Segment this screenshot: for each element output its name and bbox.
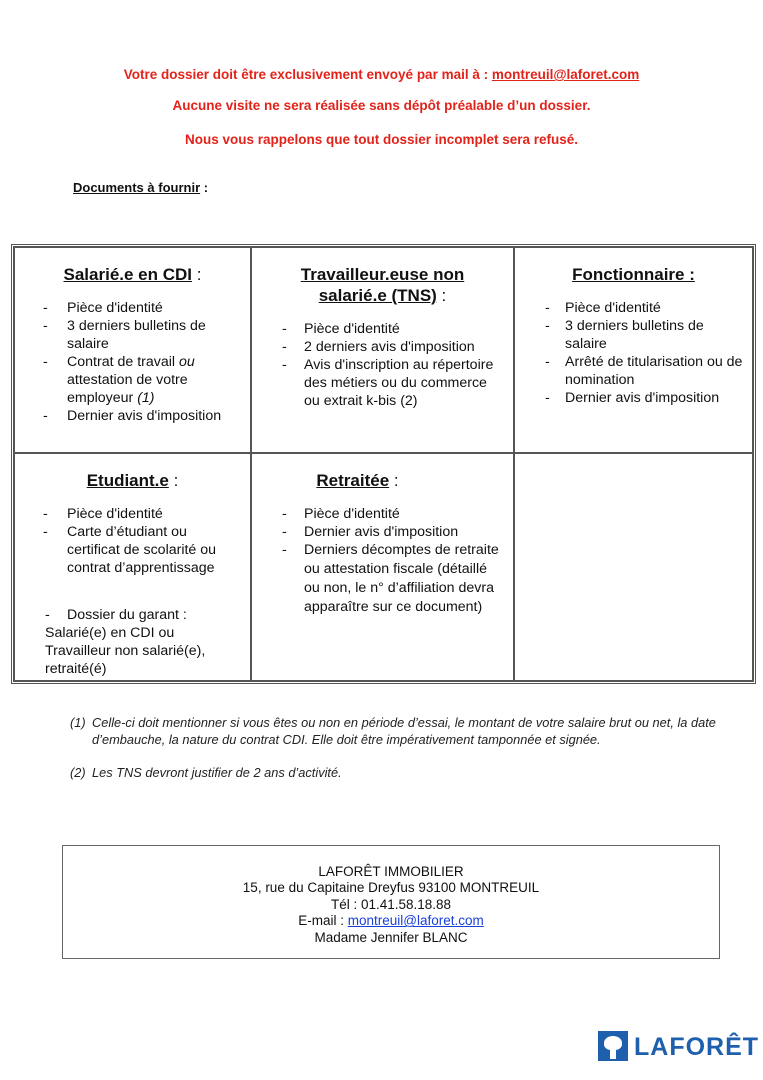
list-item: - Arrêté de titularisation ou de nomination [515, 353, 752, 389]
list-item: - 2 derniers avis d'imposition [252, 338, 513, 356]
list-item: - Derniers décomptes de retraite ou attestation fiscale (détaillé ou non, le n° d’affiliation devra apparaître sur ce document) [252, 541, 513, 617]
cell-cdi [14, 247, 251, 453]
tns-title: Travailleur.euse non salarié.e (TNS) : [300, 265, 465, 305]
fonctionnaire-title: Fonctionnaire : [572, 265, 695, 284]
retraite-title: Retraitée : [316, 471, 399, 490]
list-item: - Pièce d'identité [252, 320, 513, 338]
list-item: - Dernier avis d'imposition [15, 407, 250, 425]
list-item: - Dernier avis d'imposition [515, 389, 752, 407]
list-item: - 3 derniers bulletins de salaire [15, 317, 250, 353]
footnotes [70, 714, 720, 781]
cdi-title: Salarié.e en CDI : [63, 265, 202, 284]
etudiant-title: Etudiant.e : [86, 471, 179, 490]
cdi-list [15, 299, 250, 425]
cell-tns [251, 247, 514, 453]
guarantor-block [45, 606, 230, 678]
email-instruction [0, 67, 763, 82]
company-email: E-mail : montreuil@laforet.com [298, 913, 484, 929]
documents-title: Documents à fournir : [73, 180, 209, 195]
footnote-1: (1) Celle-ci doit mentionner si vous êtes ou non en période d’essai, le montant de votre salaire brut ou net, la date d’embauche, la nature du contrat CDI. Elle doit être impérativement tamponnée et signée. [70, 715, 716, 747]
list-item: - Avis d'inscription au répertoire des métiers ou du commerce ou extrait k-bis (2) [252, 356, 513, 410]
contact-box [62, 845, 720, 959]
cell-empty [514, 453, 753, 681]
list-item: - 3 derniers bulletins de salaire [515, 317, 752, 353]
incomplete-warning: Nous vous rappelons que tout dossier incomplet sera refusé. [184, 132, 579, 147]
visit-warning: Aucune visite ne sera réalisée sans dépôt préalable d’un dossier. [172, 98, 591, 113]
documents-table [11, 244, 756, 684]
list-item: - Carte d’étudiant ou certificat de scolarité ou contrat d’apprentissage [15, 523, 250, 577]
guarantor-detail: Salarié(e) en CDI ou Travailleur non salarié(e), retraité(é) [45, 625, 206, 677]
company-phone: Tél : 01.41.58.18.88 [330, 896, 452, 912]
company-address: 15, rue du Capitaine Dreyfus 93100 MONTREUIL [242, 880, 540, 896]
documents-title-text: Documents à fournir [73, 180, 201, 195]
tree-icon [598, 1031, 628, 1061]
list-item: - Pièce d'identité [515, 299, 752, 317]
list-item: - Pièce d'identité [15, 505, 250, 523]
list-item: - Pièce d'identité [252, 505, 513, 523]
email-link[interactable]: montreuil@laforet.com [491, 67, 640, 82]
footnote-2: (2) Les TNS devront justifier de 2 ans d’activité. [70, 765, 342, 780]
cell-retraite [251, 453, 514, 681]
email-instruction-text: Votre dossier doit être exclusivement envoyé par mail à : [123, 67, 492, 82]
list-item: - Dernier avis d'imposition [252, 523, 513, 541]
contact-email-link[interactable]: montreuil@laforet.com [347, 913, 484, 929]
list-item: - Contrat de travail ou attestation de votre employeur (1) [15, 353, 250, 407]
guarantor-label: - Dossier du garant : [45, 606, 230, 624]
retraite-list [252, 505, 513, 617]
list-item: - Pièce d'identité [15, 299, 250, 317]
fonctionnaire-list [515, 299, 752, 407]
tns-list [252, 320, 513, 410]
company-name: LAFORÊT IMMOBILIER [318, 864, 464, 879]
etudiant-list [15, 505, 250, 577]
cell-fonctionnaire [514, 247, 753, 453]
contact-person: Madame Jennifer BLANC [314, 929, 468, 945]
logo-text: LAFORÊT [634, 1033, 760, 1061]
laforet-logo [598, 1029, 760, 1063]
